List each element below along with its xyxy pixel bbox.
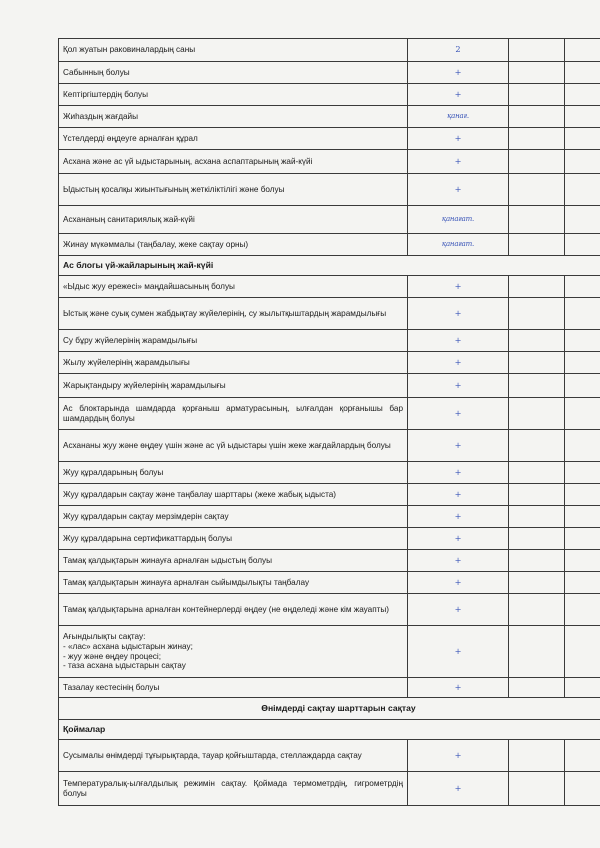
criterion-label: Жуу құралдарына сертификаттардың болуы — [63, 533, 233, 543]
empty-cell — [565, 276, 600, 298]
table-row — [59, 572, 600, 594]
empty-cell — [509, 398, 565, 430]
criterion-label: Ыстық және суық сумен жабдықтау жүйелерінің, су жылытқыштардың жарамдылығы — [63, 308, 387, 318]
empty-cell — [565, 330, 600, 352]
criterion-label: Асхананы жуу және өңдеу үшін және ас үй ыдыстары үшін жеке жағдайлардың болуы — [63, 440, 391, 450]
empty-cell — [565, 772, 600, 806]
criterion-text — [59, 128, 408, 150]
table-row — [59, 298, 600, 330]
empty-cell — [565, 528, 600, 550]
handwritten-mark: + — [408, 678, 509, 698]
empty-cell — [565, 506, 600, 528]
handwritten-mark: + — [408, 484, 509, 506]
empty-cell — [565, 39, 600, 62]
handwritten-mark: + — [408, 398, 509, 430]
table-row — [59, 462, 600, 484]
section-title-row — [59, 698, 600, 720]
handwritten-mark: + — [408, 276, 509, 298]
criterion-text — [59, 84, 408, 106]
empty-cell — [565, 150, 600, 174]
empty-cell — [509, 528, 565, 550]
section-header-row — [59, 720, 600, 740]
empty-cell — [509, 462, 565, 484]
table-row — [59, 626, 600, 678]
table-row — [59, 330, 600, 352]
empty-cell — [509, 106, 565, 128]
empty-cell — [565, 678, 600, 698]
criterion-text — [59, 506, 408, 528]
handwritten-mark: қанағат. — [408, 206, 509, 234]
empty-cell — [509, 84, 565, 106]
table-row — [59, 550, 600, 572]
criterion-label: Ас блоктарында шамдарда қорғаныш арматурасының, ылғалдан қорғанышы бар шамдардың болуы — [63, 403, 403, 423]
handwritten-mark: + — [408, 298, 509, 330]
criterion-label: Сусымалы өнімдерді тұғырықтарда, тауар қойғыштарда, стеллаждарда сақтау — [63, 750, 362, 760]
handwritten-mark: + — [408, 572, 509, 594]
criterion-text — [59, 462, 408, 484]
table-row — [59, 484, 600, 506]
handwritten-mark: + — [408, 128, 509, 150]
empty-cell — [565, 374, 600, 398]
empty-cell — [509, 128, 565, 150]
empty-cell — [565, 106, 600, 128]
table-row — [59, 772, 600, 806]
criterion-label: Температуралық-ылғалдылық режимін сақтау. Қоймада термометрдің, гигрометрдің болуы — [63, 778, 403, 798]
criterion-label: Ыдыстың қосалқы жиынтығының жеткіліктілігі және болуы — [63, 184, 285, 194]
empty-cell — [565, 234, 600, 256]
empty-cell — [565, 174, 600, 206]
criterion-text — [59, 626, 408, 678]
table-row — [59, 528, 600, 550]
criterion-label: Кептіргіштердің болуы — [63, 89, 149, 99]
handwritten-mark: + — [408, 174, 509, 206]
empty-cell — [509, 374, 565, 398]
empty-cell — [565, 352, 600, 374]
handwritten-mark: + — [408, 528, 509, 550]
criterion-text — [59, 430, 408, 462]
empty-cell — [509, 430, 565, 462]
empty-cell — [509, 484, 565, 506]
empty-cell — [509, 150, 565, 174]
table-row — [59, 206, 600, 234]
criterion-text — [59, 352, 408, 374]
empty-cell — [509, 740, 565, 772]
empty-cell — [509, 550, 565, 572]
criterion-text — [59, 594, 408, 626]
table-row — [59, 276, 600, 298]
handwritten-mark: + — [408, 430, 509, 462]
criterion-label: Су бұру жүйелерінің жарамдылығы — [63, 335, 198, 345]
criterion-label: Тамақ қалдықтарына арналған контейнерлерді өңдеу (не өңделеді және кім жауапты) — [63, 604, 390, 614]
table-row — [59, 174, 600, 206]
empty-cell — [509, 506, 565, 528]
handwritten-mark: + — [408, 626, 509, 678]
empty-cell — [565, 298, 600, 330]
criterion-text — [59, 150, 408, 174]
criterion-text — [59, 106, 408, 128]
criterion-label: Сабынның болуы — [63, 67, 130, 77]
empty-cell — [509, 62, 565, 84]
handwritten-mark: + — [408, 330, 509, 352]
table-row — [59, 106, 600, 128]
empty-cell — [509, 298, 565, 330]
handwritten-mark: + — [408, 62, 509, 84]
table-row — [59, 398, 600, 430]
criterion-label: Үстелдерді өңдеуге арналған құрал — [63, 133, 198, 143]
criterion-label: Ағындылықты сақтау: - «лас» асхана ыдыстарын жинау; - жуу және өңдеу процесі; - таза асхана ыдыстарын сақтау — [63, 631, 193, 671]
criterion-label: Жуу құралдарын сақтау және таңбалау шарттары (жеке жабық ыдыста) — [63, 489, 337, 499]
table-row — [59, 740, 600, 772]
table-row — [59, 430, 600, 462]
criterion-label: Асхананың санитариялық жай-күйі — [63, 214, 195, 224]
criterion-label: Асхана және ас үй ыдыстарының, асхана аспаптарының жай-күйі — [63, 156, 313, 166]
empty-cell — [509, 39, 565, 62]
empty-cell — [565, 430, 600, 462]
empty-cell — [509, 352, 565, 374]
criterion-label: Тазалау кестесінің болуы — [63, 682, 160, 692]
empty-cell — [565, 84, 600, 106]
criterion-label: «Ыдыс жуу ережесі» маңдайшасының болуы — [63, 281, 235, 291]
criterion-label: Тамақ қалдықтарын жинауға арналған сыйымдылықты таңбалау — [63, 577, 310, 587]
table-row — [59, 150, 600, 174]
table-row — [59, 84, 600, 106]
criterion-text — [59, 62, 408, 84]
criterion-text — [59, 234, 408, 256]
empty-cell — [509, 626, 565, 678]
criterion-label: Жарықтандыру жүйелерінің жарамдылығы — [63, 380, 226, 390]
handwritten-mark: қанағ. — [408, 106, 509, 128]
table-row — [59, 374, 600, 398]
table-row — [59, 62, 600, 84]
criterion-label: Тамақ қалдықтарын жинауға арналған ыдыстың болуы — [63, 555, 272, 565]
empty-cell — [509, 772, 565, 806]
handwritten-mark: 2 — [408, 39, 509, 62]
criterion-label: Қол жуатын раковиналардың саны — [63, 45, 196, 55]
empty-cell — [565, 550, 600, 572]
section-header-row — [59, 256, 600, 276]
empty-cell — [509, 678, 565, 698]
criterion-label: Жиһаздың жағдайы — [63, 111, 138, 121]
criterion-text — [59, 528, 408, 550]
criterion-label: Жинау мүкәммалы (таңбалау, жеке сақтау орны) — [63, 239, 249, 249]
criterion-text — [59, 678, 408, 698]
criterion-text — [59, 206, 408, 234]
handwritten-mark: қанағат. — [408, 234, 509, 256]
empty-cell — [565, 128, 600, 150]
empty-cell — [565, 206, 600, 234]
table-row — [59, 128, 600, 150]
checklist-table — [58, 38, 600, 806]
empty-cell — [565, 462, 600, 484]
empty-cell — [565, 484, 600, 506]
empty-cell — [565, 626, 600, 678]
criterion-label: Жуу құралдарын сақтау мерзімдерін сақтау — [63, 511, 229, 521]
handwritten-mark: + — [408, 462, 509, 484]
empty-cell — [565, 572, 600, 594]
criterion-text — [59, 772, 408, 806]
empty-cell — [509, 234, 565, 256]
handwritten-mark: + — [408, 374, 509, 398]
criterion-text — [59, 39, 408, 62]
handwritten-mark: + — [408, 352, 509, 374]
criterion-text — [59, 550, 408, 572]
criterion-text — [59, 398, 408, 430]
section-heading: Қоймалар — [59, 720, 600, 740]
empty-cell — [509, 330, 565, 352]
handwritten-mark: + — [408, 772, 509, 806]
criterion-text — [59, 298, 408, 330]
criterion-label: Жылу жүйелерінің жарамдылығы — [63, 357, 190, 367]
table-row — [59, 594, 600, 626]
criterion-text — [59, 740, 408, 772]
empty-cell — [509, 594, 565, 626]
criterion-text — [59, 174, 408, 206]
table-row — [59, 352, 600, 374]
criterion-text — [59, 276, 408, 298]
criterion-text — [59, 374, 408, 398]
handwritten-mark: + — [408, 740, 509, 772]
handwritten-mark: + — [408, 594, 509, 626]
handwritten-mark: + — [408, 150, 509, 174]
criterion-text — [59, 330, 408, 352]
empty-cell — [509, 572, 565, 594]
handwritten-mark: + — [408, 84, 509, 106]
handwritten-mark: + — [408, 550, 509, 572]
criterion-text — [59, 572, 408, 594]
empty-cell — [509, 206, 565, 234]
criterion-text — [59, 484, 408, 506]
table-row — [59, 39, 600, 62]
empty-cell — [509, 276, 565, 298]
section-heading: Өнімдерді сақтау шарттарын сақтау — [59, 698, 600, 720]
empty-cell — [509, 174, 565, 206]
empty-cell — [565, 62, 600, 84]
table-row — [59, 506, 600, 528]
empty-cell — [565, 740, 600, 772]
empty-cell — [565, 594, 600, 626]
table-row — [59, 678, 600, 698]
section-heading: Ас блогы үй-жайларының жай-күйі — [59, 256, 600, 276]
handwritten-mark: + — [408, 506, 509, 528]
empty-cell — [565, 398, 600, 430]
criterion-label: Жуу құралдарының болуы — [63, 467, 164, 477]
table-row — [59, 234, 600, 256]
